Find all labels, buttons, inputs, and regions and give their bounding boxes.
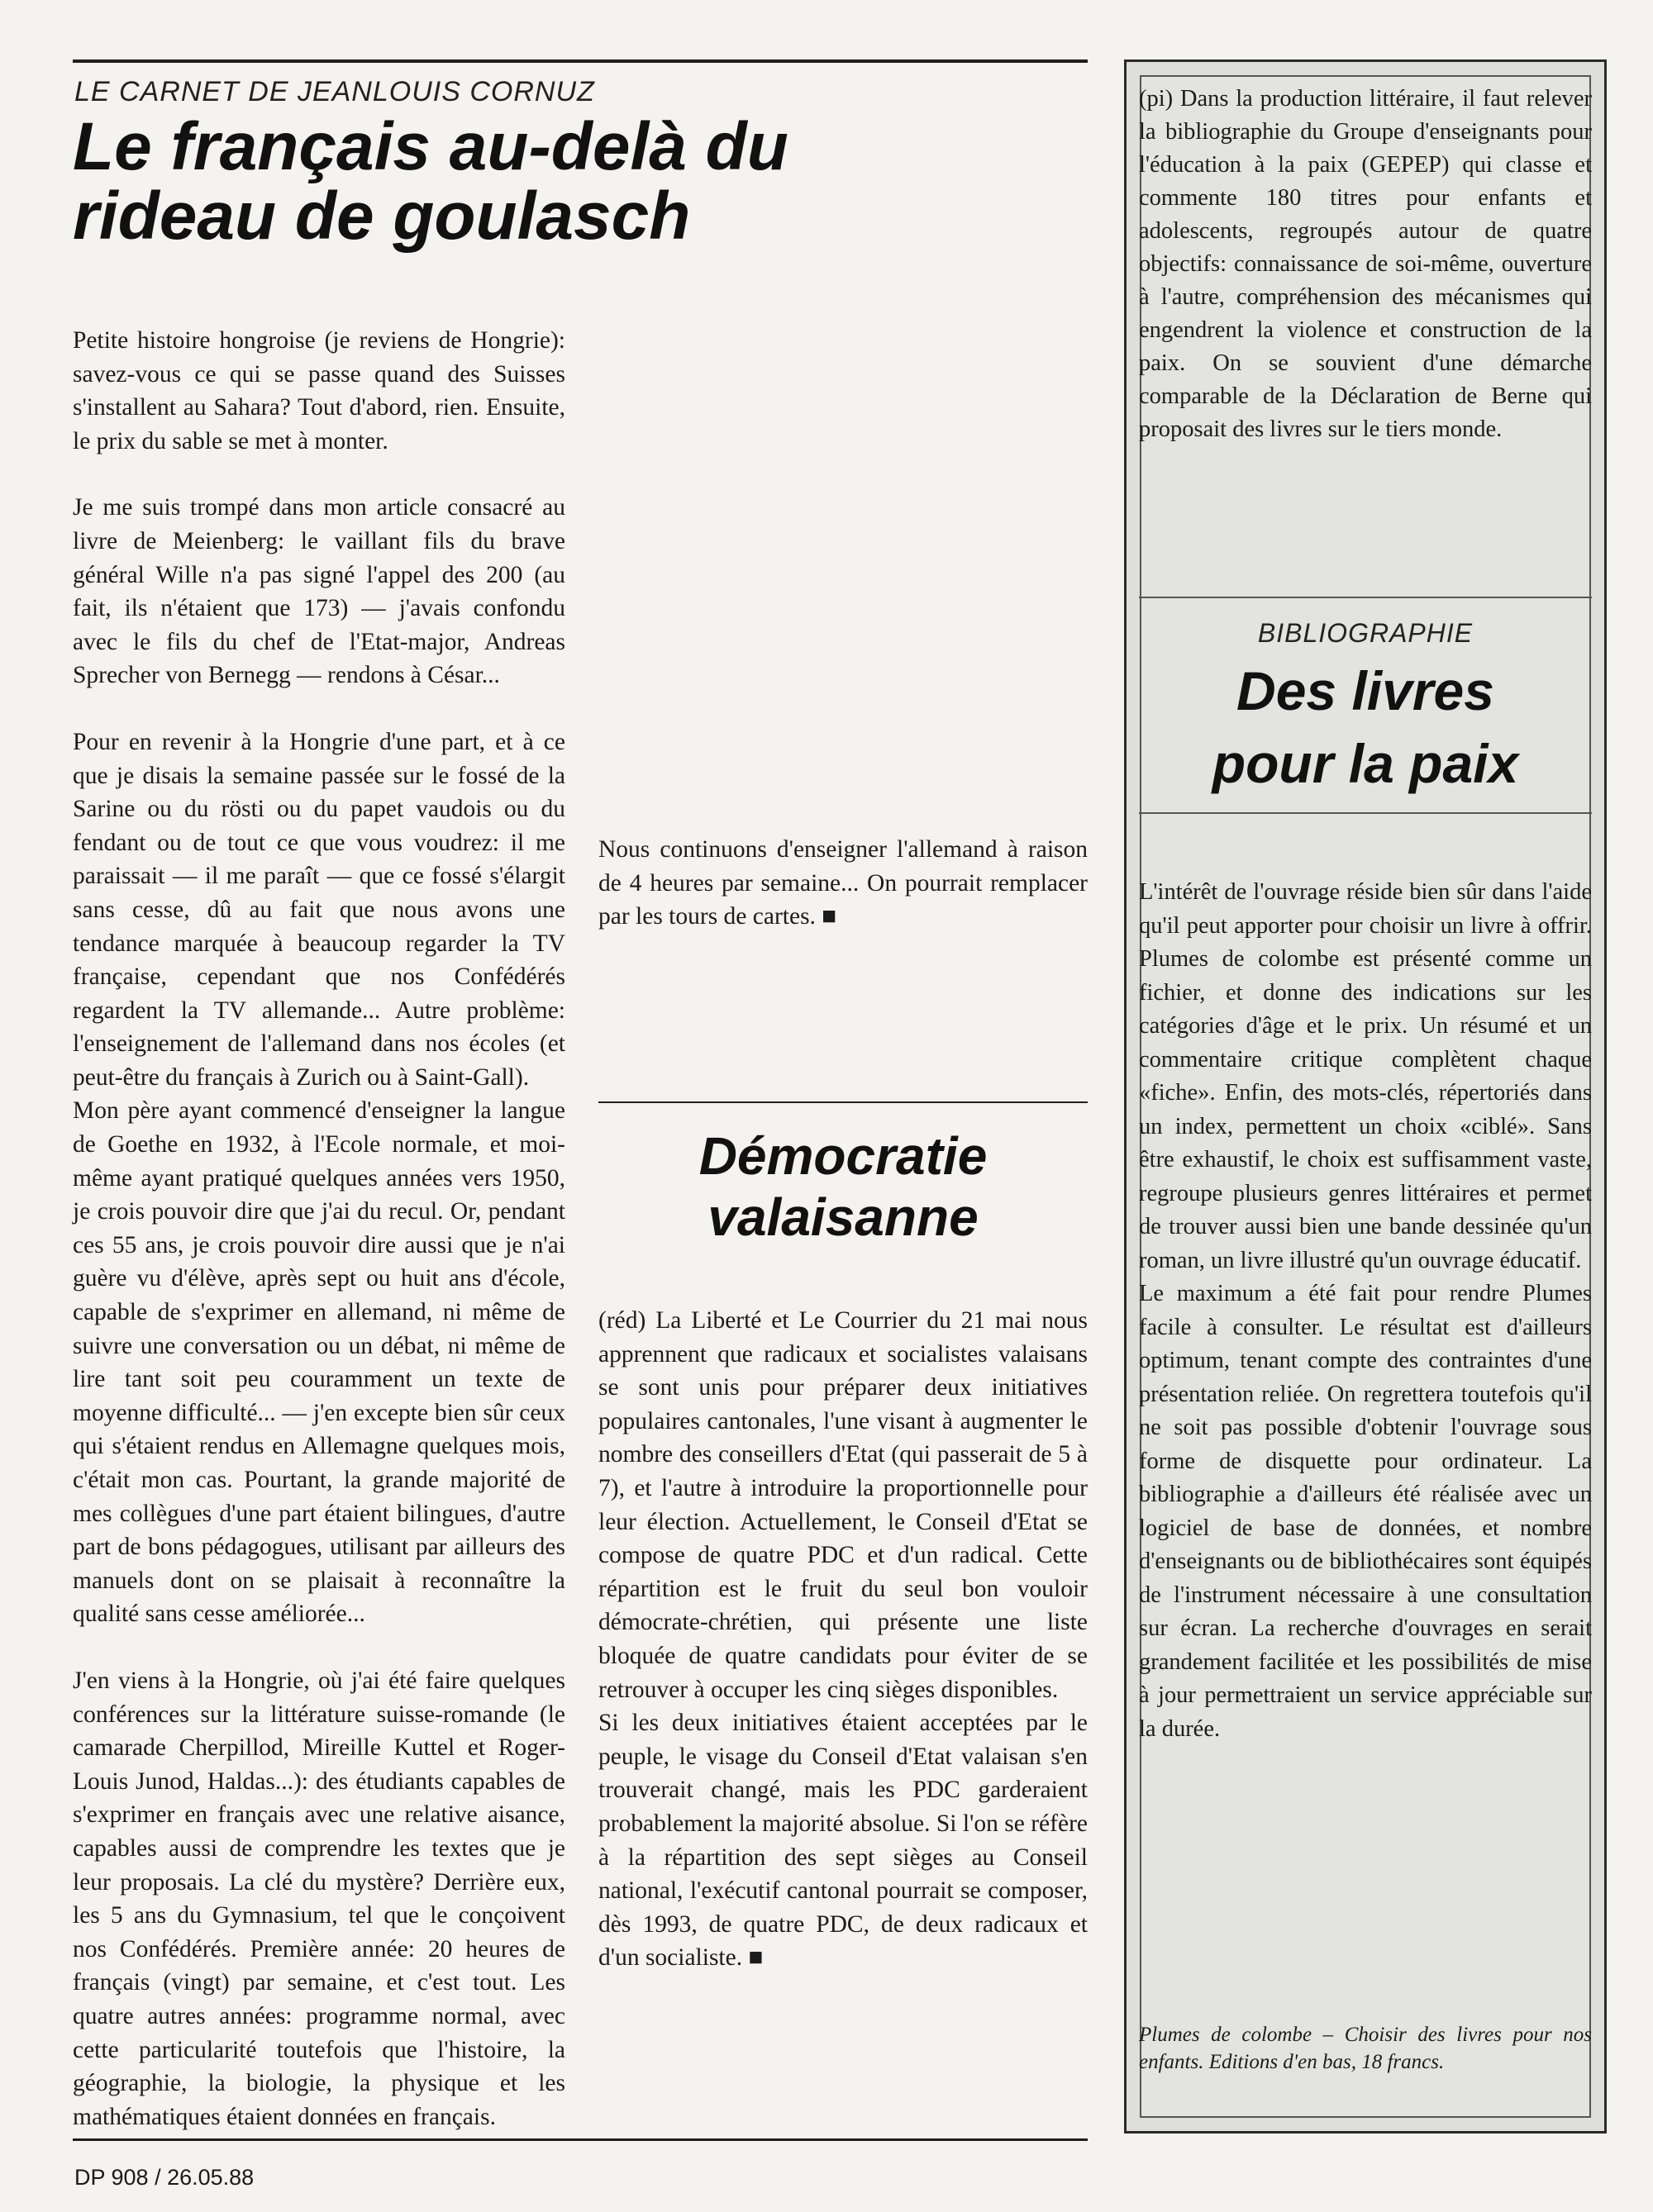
sidebar-body <box>1139 876 1592 1746</box>
sidebar-rule-1 <box>1139 597 1592 598</box>
top-rule <box>73 59 1088 63</box>
paragraph: Nous continuons d'enseigner l'allemand à raison de 4 heures par semaine... On pourrait remplacer par les tours de cartes. ■ <box>598 836 1088 930</box>
paragraph: Je me suis trompé dans mon article consacré au livre de Meienberg: le vaillant fils du brave général Wille n'a pas signé l'appel des 200 (au fait, ils n'étaient que 173) — j'avais confondu avec le fils du chef de l'Etat-major, Andreas Sprecher von Bernegg — rendons à César... <box>73 494 565 689</box>
article-headline <box>73 109 1098 254</box>
paragraph: L'intérêt de l'ouvrage réside bien sûr dans l'aide qu'il peut apporter pour choisir un livre à offrir. Plumes de colombe est présenté comme un fichier, et donne des indications sur les catégories d'âge et le prix. Un résumé et un commentaire critique complètent chaque «fiche». Enfin, des mots-clés, répertoriés dans un index, permettent un choix «ciblé». Sans être exhaustif, le choix est suffisamment vaste, regroupe plusieurs genres littéraires et permet de trouver aussi bien une bande dessinée qu'un roman, un livre illustré qu'un ouvrage éducatif. <box>1139 879 1592 1273</box>
headline-line-2: rideau de goulasch <box>73 178 691 254</box>
sidebar-kicker: BIBLIOGRAPHIE <box>1257 618 1474 648</box>
article-divider <box>598 1101 1088 1103</box>
second-article-headline <box>598 1125 1088 1248</box>
sidebar-intro: (pi) Dans la production littéraire, il faut relever la bibliographie du Groupe d'enseignants pour l'éducation à la paix (GEPEP) qui classe et commente 180 titres pour enfants et adolescents, regroupés autour de quatre objectifs: connaissance de soi-même, ouverture à l'autre, compréhension des mécanismes qui engendrent la violence et construction de la paix. On se souvient d'une démarche comparable de la Déclaration de Berne qui proposait des livres sur le tiers monde. <box>1139 86 1592 442</box>
second-headline-line-1: Démocratie <box>698 1126 988 1186</box>
paragraph: Mon père ayant commencé d'enseigner la langue de Goethe en 1932, à l'Ecole normale, et moi-même ayant pratiqué quelques années vers 1950, je crois pouvoir dire que j'ai du recul. Or, pendant ces 55 ans, je crois pouvoir dire aussi que je n'ai guère vu d'élève, après sept ou huit ans d'école, capable de s'exprimer en allemand, ni même de suivre une conversation ou un débat, ni même de lire tant soit peu couramment un texte de moyenne difficulté... — j'en excepte bien sûr ceux qui s'étaient rendus en Allemagne quelques mois, c'était mon cas. Pourtant, la grande majorité de mes collègues d'une part étaient bilingues, d'autre part de bons pédagogues, utilisant par ailleurs des manuels dont on se plaisait à reconnaître la qualité sans cesse améliorée... <box>73 1097 565 1628</box>
bottom-rule <box>73 2138 1088 2141</box>
issue-footer: DP 908 / 26.05.88 <box>74 2165 255 2190</box>
paragraph: Le maximum a été fait pour rendre Plumes facile à consulter. Le résultat est d'ailleurs optimum, tenant compte des contraintes d'une présentation reliée. On regrettera toutefois qu'il ne soit pas possible d'obtenir l'ouvrage sous forme de disquette pour ordinateur. La bibliographie a d'ailleurs été réalisée avec un logiciel de base de données, et nombre d'enseignants ou de bibliothécaires sont équipés de l'instrument nécessaire à une consultation sur écran. La recherche d'ouvrages en serait grandement facilitée et les possibilités de mise à jour permettraient un service appréciable sur la durée. <box>1139 1281 1592 1742</box>
sidebar-credit: Plumes de colombe – Choisir des livres pour nos enfants. Editions d'en bas, 18 francs. <box>1139 2024 1592 2073</box>
headline-line-1: Le français au-delà du <box>73 109 788 184</box>
main-column-2 <box>598 833 1088 967</box>
paragraph: Pour en revenir à la Hongrie d'une part, et à ce que je disais la semaine passée sur le fossé de la Sarine ou du rösti ou du papet vaudois ou du fendant ou de tout ce que vous voudrez: il me paraissait — il me paraît — que ce fossé s'élargit sans cesse, dû au fait que nous avons une tendance marquée à beaucoup regarder la TV française, cependant que nos Confédérés regardent la TV allemande... Autre problème: l'enseignement de l'allemand dans nos écoles (et peut-être du français à Zurich ou à Saint-Gall). <box>73 728 565 1091</box>
sidebar-rule-2 <box>1139 812 1592 814</box>
sidebar-headline-line-1: Des livres <box>1236 660 1494 721</box>
paragraph: (réd) La Liberté et Le Courrier du 21 mai nous apprennent que radicaux et socialistes valaisans se sont unis pour préparer deux initiatives populaires cantonales, l'une visant à augmenter le nombre des conseillers d'Etat (qui passerait de 5 à 7), et l'autre à introduire la proportionnelle pour leur élection. Actuellement, le Conseil d'Etat se compose de quatre PDC et d'un radical. Cette répartition est le fruit du seul bon vouloir démocrate-chrétien, qui présente une liste bloquée de quatre candidats pour éviter de se retrouver à occuper les cinq sièges disponibles. <box>598 1307 1088 1703</box>
main-column-1: Petite histoire hongroise (je reviens de Hongrie): savez-vous ce qui se passe quand des Suisses s'installent au Sahara? Tout d'abord, rien. Ensuite, le prix du sable se met à monter. Je me suis trompé dans mon article consacré au livre de Meienberg: le vaillant fils du brave général Wille n'a pas signé l'appel des 200 (au fait, ils n'étaient que 173) — j'avais confondu avec le fils du chef de l'Etat-major, Andreas Sprecher von Bernegg — rendons à César... Pour en revenir à la Hongrie d'une part, et à ce que je disais la semaine passée sur le fossé de la Sarine ou du rösti ou du papet vaudois ou du fendant ou de tout ce que vous voudrez: il me paraissait — il me paraît — que ce fossé s'élargit sans cesse, dû au fait que nous avons une tendance marquée à beaucoup regarder la TV française, cependant que nos Confédérés regardent la TV allemande... Autre problème: l'enseignement de l'allemand dans nos écoles (et peut-être du français à Zurich ou à Saint-Gall). Mon père ayant commencé d'enseigner la langue de Goethe en 1932, à l'Ecole normale, et moi-même ayant pratiqué quelques années vers 1950, je crois pouvoir dire que j'ai du recul. Or, pendant ces 55 ans, je crois pouvoir dire aussi que je n'ai guère vu d'élève, après sept ou huit ans d'école, capable de s'exprimer en allemand, ni même de suivre une conversation ou un débat, ni même de lire tant soit peu couramment un texte de moyenne difficulté... — j'en excepte bien sûr ceux qui s'étaient rendus en Allemagne quelques mois, c'était mon cas. Pourtant, la grande majorité de mes collègues d'une part étaient bilingues, d'autre part de bons pédagogues, utilisant par ailleurs des manuels dont on se plaisait à reconnaître la qualité sans cesse améliorée... J'en viens à la Hongrie, où j'ai été faire quelques conférences sur la littérature suisse-romande (le camarade Cherpillod, Mireille Kuttel et Roger-Louis Junod, Haldas...): des étudiants capables de s'exprimer en français avec une relative aisance, capables aussi de comprendre les textes que je leur proposais. La clé du mystère? Derrière eux, les 5 ans du Gymnasium, tel que le conçoivent nos Confédérés. Première année: 20 heures de français (vingt) par semaine, et c'est tout. Les quatre autres années: programme normal, avec cette particularité toutefois que l'histoire, la géographie, la biologie, la physique et les mathématiques étaient données en français. <box>73 324 565 1664</box>
paragraph: Petite histoire hongroise (je reviens de Hongrie): savez-vous ce qui se passe quand des Suisses s'installent au Sahara? Tout d'abord, rien. Ensuite, le prix du sable se met à monter. <box>73 327 565 454</box>
paragraph: Si les deux initiatives étaient acceptées par le peuple, le visage du Conseil d'Etat valaisan s'en trouverait changé, mais les PDC garderaient probablement la majorité absolue. Si l'on se réfère à la répartition des sept sièges au Conseil national, l'exécutif cantonal pourrait se composer, dès 1993, de quatre PDC, de deux radicaux et d'un socialiste. ■ <box>598 1710 1088 1972</box>
second-headline-line-2: valaisanne <box>707 1187 979 1247</box>
article-kicker: LE CARNET DE JEANLOUIS CORNUZ <box>74 76 595 107</box>
sidebar-headline-line-2: pour la paix <box>1212 733 1519 794</box>
second-article-body <box>598 1304 1088 2008</box>
sidebar-headline <box>1139 654 1592 800</box>
